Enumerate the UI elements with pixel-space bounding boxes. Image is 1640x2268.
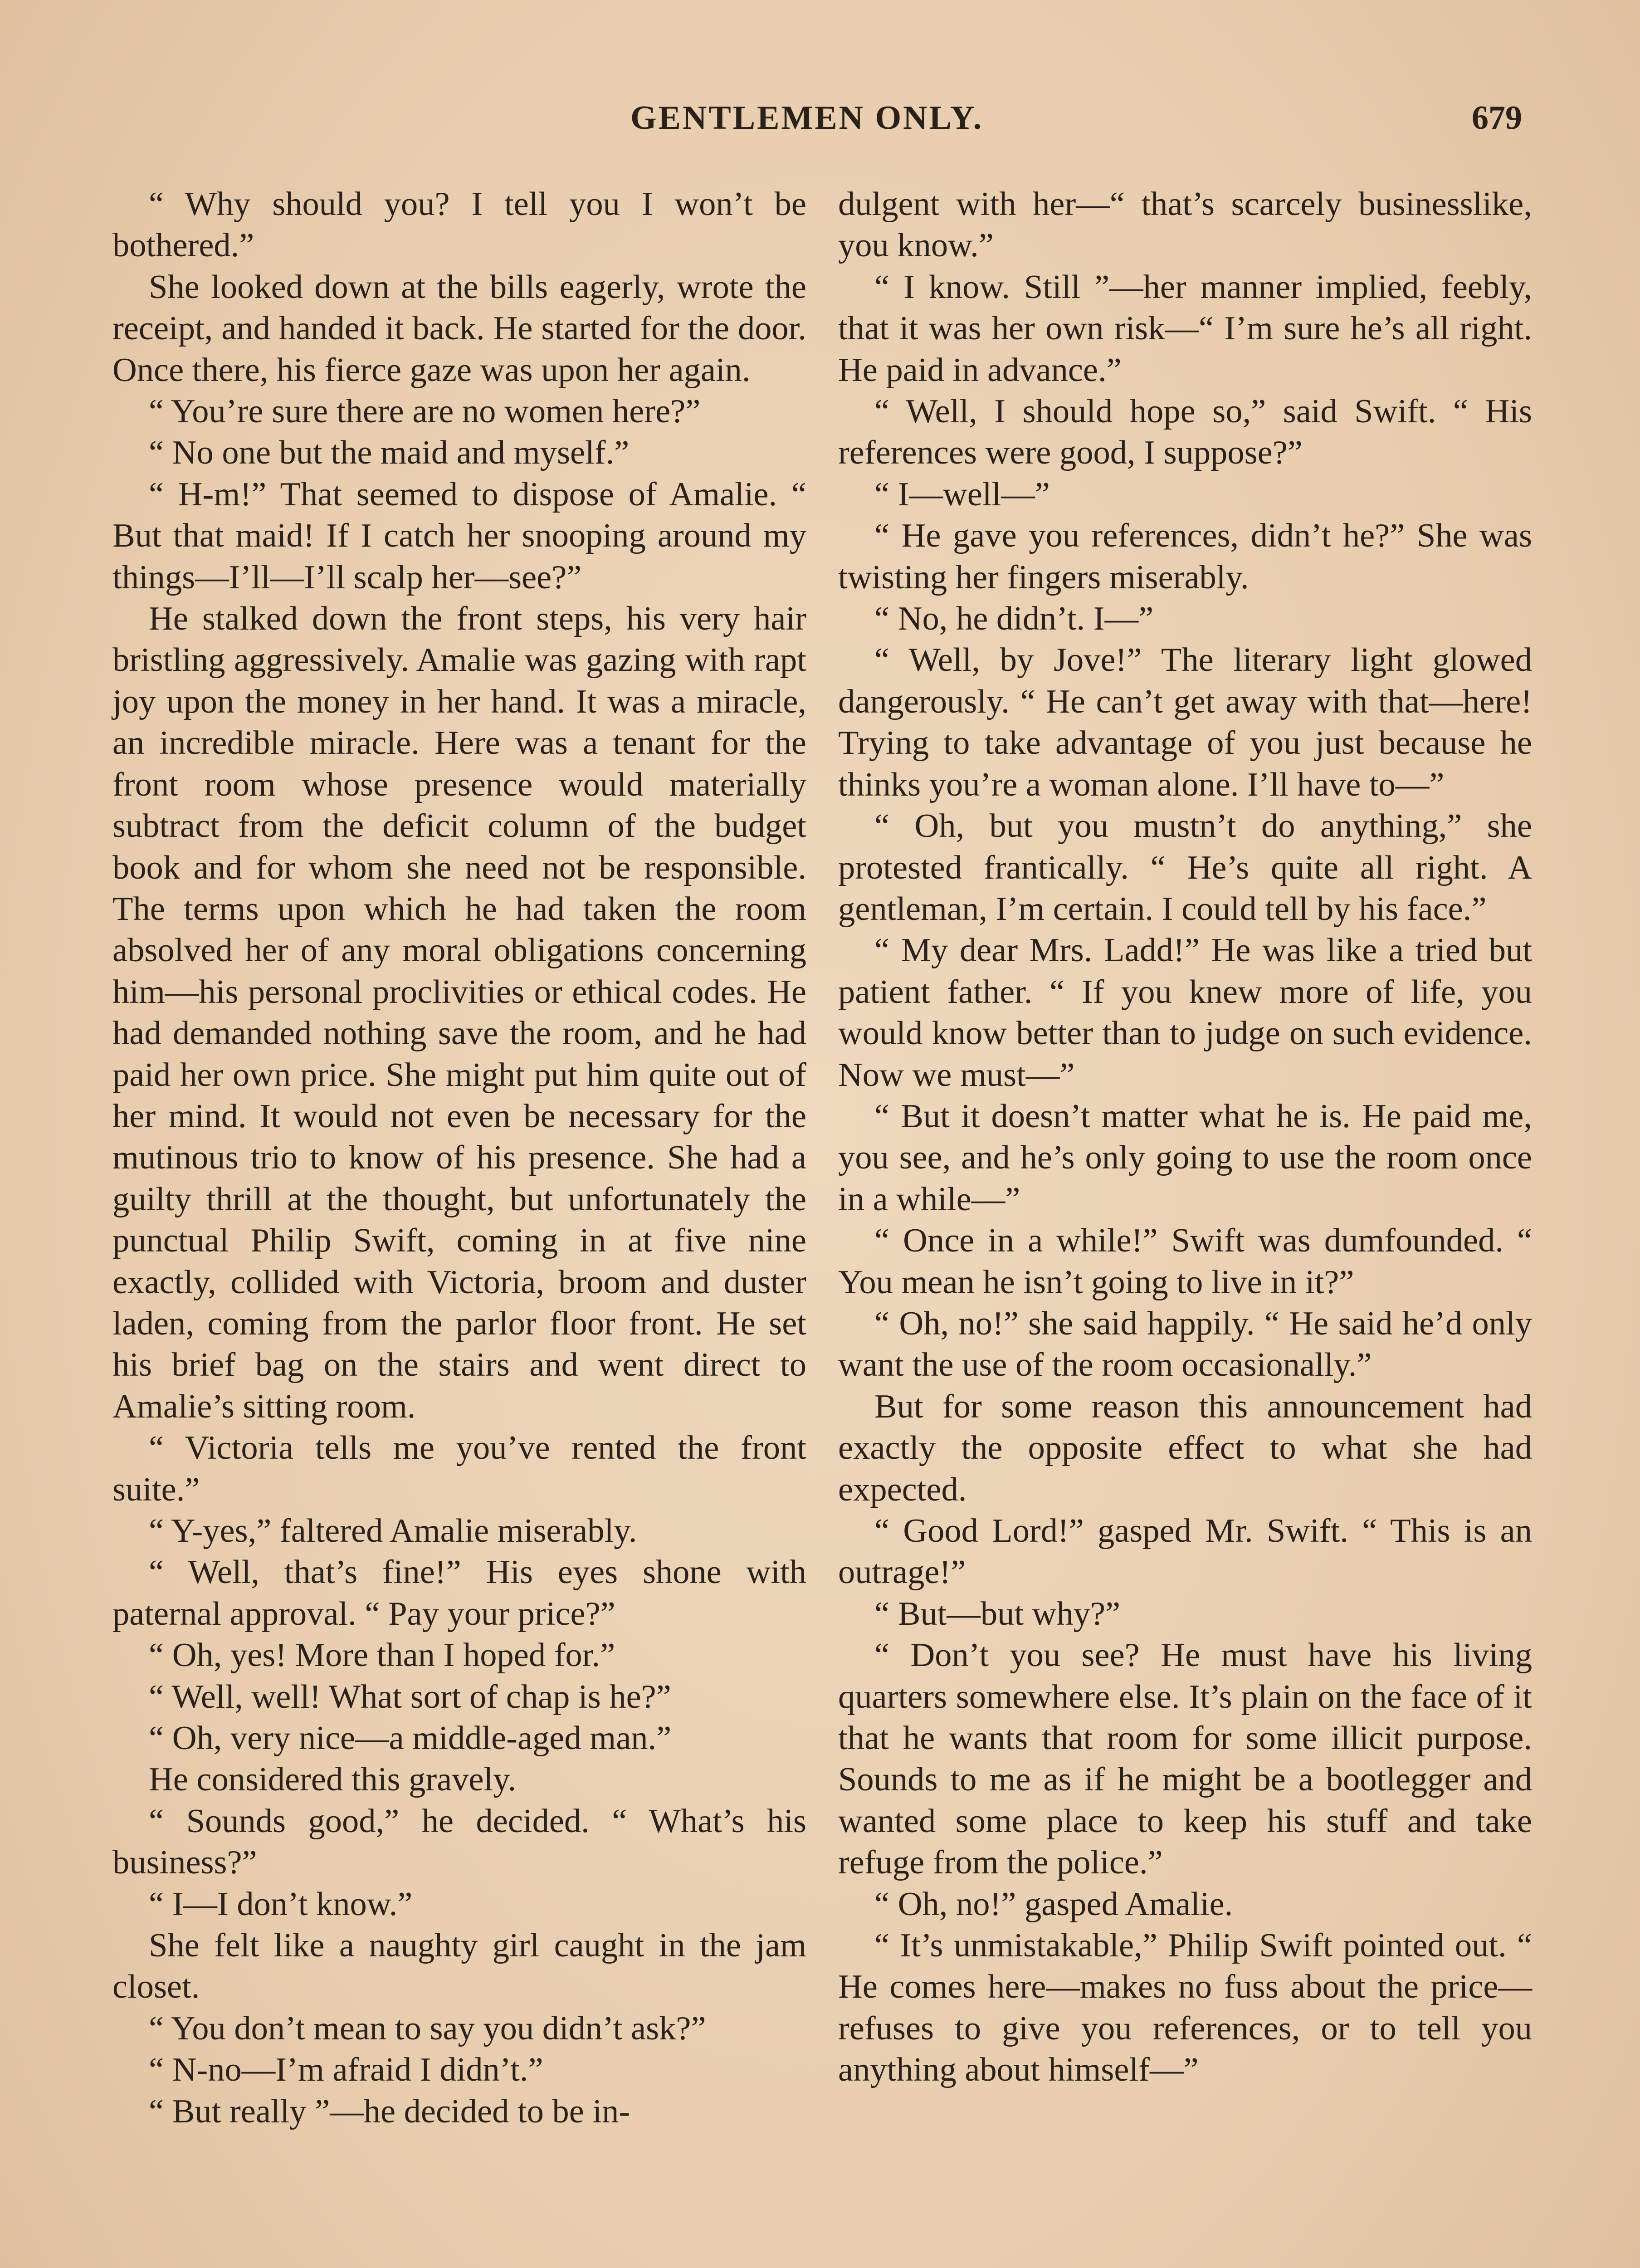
paragraph: “ Oh, but you mustn’t do anything,” she protested frantically. “ He’s quite all right. A gentleman, I’m certain. I could tell by his face.” xyxy=(838,807,1532,928)
paragraph: “ Once in a while!” Swift was dumfounded. “ You mean he isn’t going to live in it?” xyxy=(838,1222,1532,1301)
paragraph: dulgent with her—“ that’s scarcely businesslike, you know.” xyxy=(838,186,1532,264)
paragraph: “ Oh, very nice—a middle-aged man.” xyxy=(149,1720,672,1757)
paragraph: “ Oh, no!” she said happily. “ He said he’d only want the use of the room occasionally.” xyxy=(838,1305,1532,1384)
running-title: GENTLEMEN ONLY. xyxy=(630,99,984,137)
paragraph: “ Sounds good,” he decided. “ What’s his business?” xyxy=(112,1802,806,1882)
paragraph: “ Oh, no!” gasped Amalie. xyxy=(874,1885,1233,1923)
paragraph: He stalked down the front steps, his very hair bristling aggressively. Amalie was gazing with rapt joy upon the money in her hand. It was a miracle, an incredible miracle. Here was a tenant for the front room whose presence would materially subtract from the deficit column of the budget book and for whom she need not be responsible. The terms upon which he had taken the room absolved her of any moral obligations concerning him—his personal proclivities or ethical codes. He had demanded nothing save the room, and he had paid her own price. She might put him quite out of her mind. It would not even be necessary for the mutinous trio to know of his presence. She had a guilty thrill at the thought, but unfortunately the punctual Philip Swift, coming in at five nine exactly, collided with Victoria, broom and duster laden, coming from the parlor floor front. He set his brief bag on the stairs and went direct to Amalie’s sitting room. xyxy=(112,600,806,1425)
paragraph: He considered this gravely. xyxy=(149,1761,517,1799)
paragraph: But for some reason this announcement had exactly the opposite effect to what she had expected. xyxy=(838,1388,1532,1508)
page-number: 679 xyxy=(1472,99,1522,137)
paragraph: She felt like a naughty girl caught in the jam closet. xyxy=(112,1927,806,2006)
paragraph: “ But—but why?” xyxy=(874,1595,1121,1633)
page-header xyxy=(0,99,1640,144)
paragraph: “ Well, well! What sort of chap is he?” xyxy=(149,1678,671,1716)
paragraph: “ My dear Mrs. Ladd!” He was like a tried but patient father. “ If you knew more of life, you would know better than to judge on such evidence. Now we must—” xyxy=(838,932,1532,1094)
paragraph: “ Don’t you see? He must have his living quarters somewhere else. It’s plain on the face of it that he wants that room for some illicit purpose. Sounds to me as if he might be a bootlegger and wanted some place to keep his stuff and take refuge from the police.” xyxy=(838,1637,1532,1882)
paragraph: “ Why should you? I tell you I won’t be bothered.” xyxy=(112,186,806,264)
paragraph: “ N-no—I’m afraid I didn’t.” xyxy=(149,2051,543,2089)
paragraph: “ Good Lord!” gasped Mr. Swift. “ This is an outrage!” xyxy=(838,1512,1532,1591)
paragraph: “ Well, I should hope so,” said Swift. “ His references were good, I suppose?” xyxy=(838,393,1532,472)
paragraph: “ No, he didn’t. I—” xyxy=(874,600,1154,638)
paragraph: “ You don’t mean to say you didn’t ask?” xyxy=(149,2009,706,2047)
paragraph: “ I know. Still ”—her manner implied, feebly, that it was her own risk—“ I’m sure he’s all right. He paid in advance.” xyxy=(838,268,1532,389)
paragraph: “ I—I don’t know.” xyxy=(149,1885,413,1923)
left-text-column xyxy=(112,184,806,2132)
paragraph: “ Well, that’s fine!” His eyes shone with paternal approval. “ Pay your price?” xyxy=(112,1554,806,1633)
paragraph: She looked down at the bills eagerly, wrote the receipt, and handed it back. He started for the door. Once there, his fierce gaze was upon her again. xyxy=(112,268,806,389)
paragraph: “ I—well—” xyxy=(874,475,1050,513)
paragraph: “ H-m!” That seemed to dispose of Amalie. “ But that maid! If I catch her snooping around my things—I’ll—I’ll scalp her—see?” xyxy=(112,475,806,596)
paragraph: “ Y-yes,” faltered Amalie miserably. xyxy=(149,1512,637,1549)
paragraph: “ But it doesn’t matter what he is. He paid me, you see, and he’s only going to use the room once in a while—” xyxy=(838,1097,1532,1218)
paragraph: “ No one but the maid and myself.” xyxy=(149,434,630,472)
paragraph: “ It’s unmistakable,” Philip Swift pointed out. “ He comes here—makes no fuss about the price—refuses to give you references, or to tell you anything about himself—” xyxy=(838,1927,1532,2089)
paragraph: “ You’re sure there are no women here?” xyxy=(149,393,701,430)
paragraph: “ Oh, yes! More than I hoped for.” xyxy=(149,1637,615,1674)
paragraph: “ Victoria tells me you’ve rented the front suite.” xyxy=(112,1429,806,1508)
paragraph: “ But really ”—he decided to be in- xyxy=(149,2092,630,2130)
paragraph: “ He gave you references, didn’t he?” She was twisting her fingers miserably. xyxy=(838,517,1532,596)
paragraph: “ Well, by Jove!” The literary light glowed dangerously. “ He can’t get away with that—here! Trying to take advantage of you just because he thinks you’re a woman alone. I’ll have to—” xyxy=(838,641,1532,803)
right-text-column xyxy=(838,184,1532,2091)
